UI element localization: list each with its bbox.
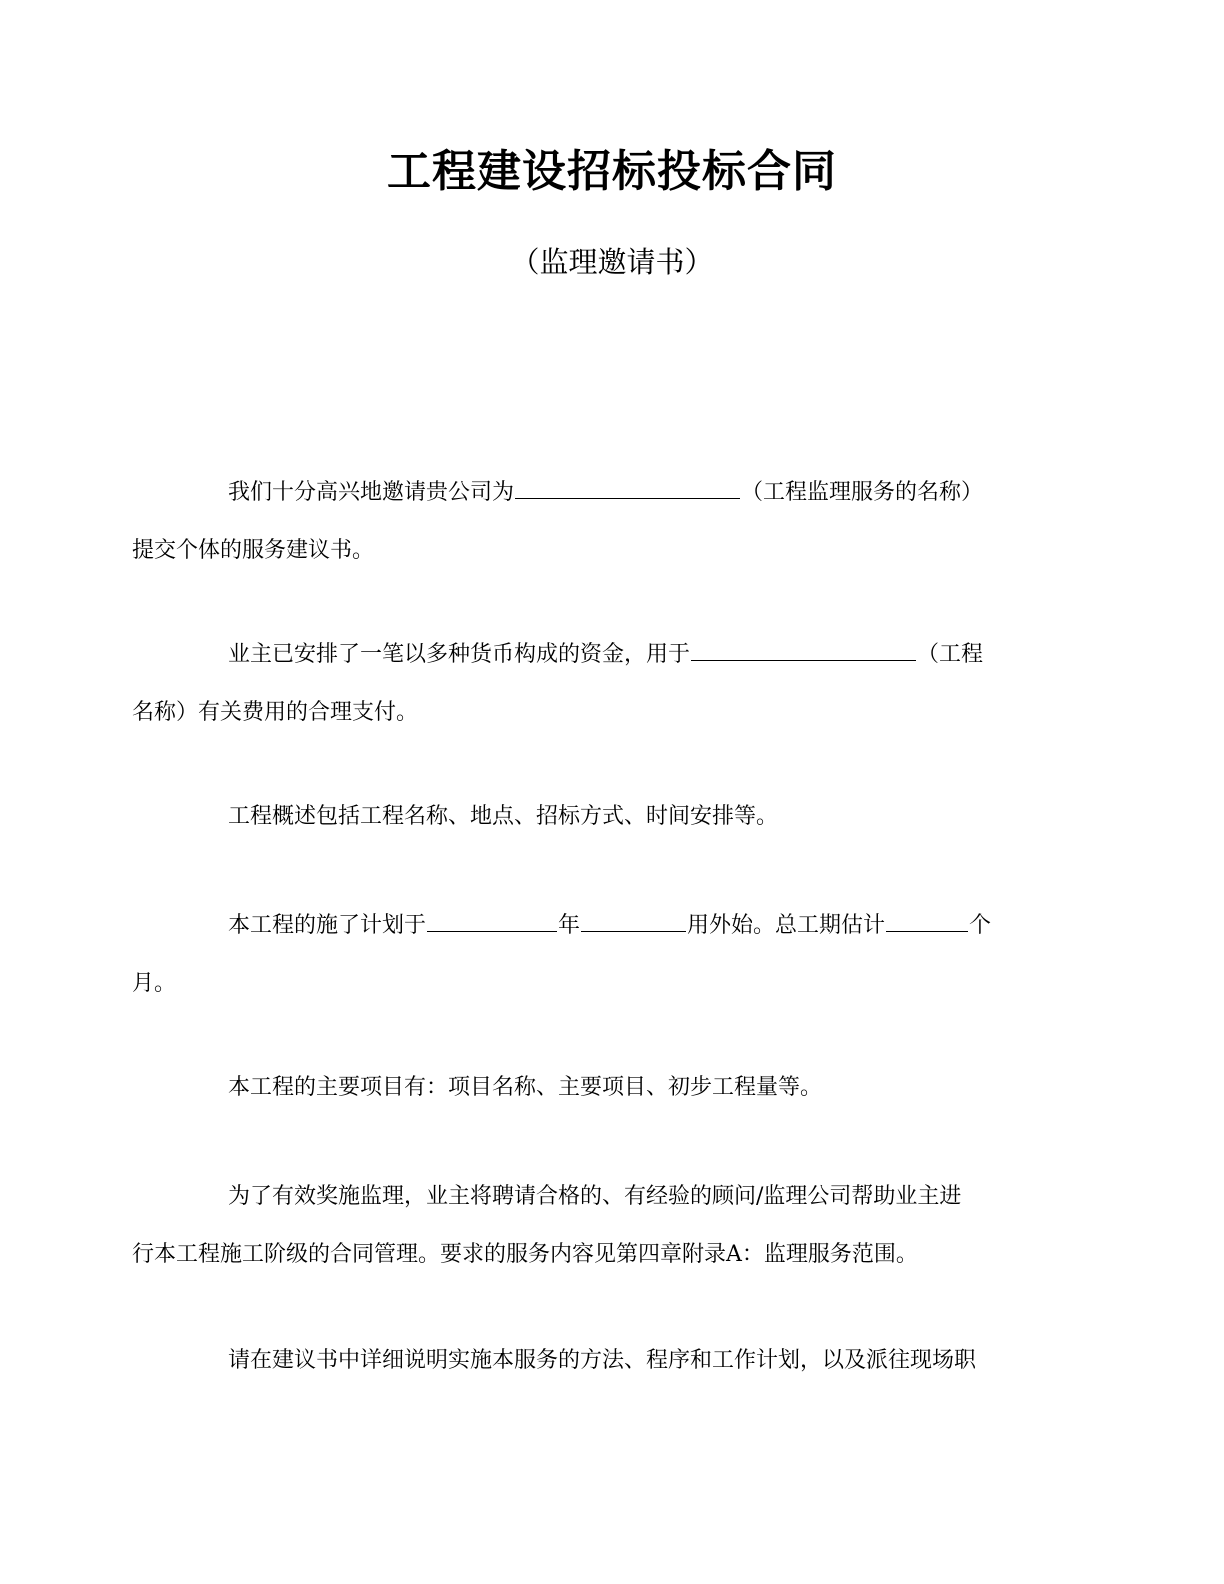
document-title: 工程建设招标投标合同 [387,146,837,197]
paragraph-1-text-c: 提交个体的服务建议书。 [132,538,375,563]
paragraph-3-text-a: 工程概述包括工程名称、地点、招标方式、时间安排等。 [228,804,779,829]
paragraph-1-text-b: （工程监理服务的名称） [741,480,984,505]
paragraph-6-text-a: 为了有效奖施监理，业主将聘请合格的、有经验的顾问/监理公司帮助业主进 [228,1184,962,1209]
paragraph-1 [132,464,1040,580]
paragraph-7 [180,1332,1060,1390]
project-name-blank [691,638,916,661]
service-name-blank [515,476,740,499]
paragraph-7-text-a: 请在建议书中详细说明实施本服务的方法、程序和工作计划，以及派往现场职 [228,1348,977,1373]
paragraph-6-text-b: 行本工程施工阶级的合同管理。要求的服务内容见第四章附录A：监理服务范围。 [132,1242,918,1267]
document-subtitle: （监理邀请书） [510,245,714,279]
paragraph-5 [180,1059,1040,1117]
duration-blank [886,909,968,932]
paragraph-5-text-a: 本工程的主要项目有：项目名称、主要项目、初步工程量等。 [228,1075,823,1100]
paragraph-4-text-b: 年 [558,913,581,938]
paragraph-3 [180,788,1040,846]
paragraph-1-text-a: 我们十分高兴地邀请贵公司为 [228,480,515,505]
paragraph-2 [132,626,1040,742]
paragraph-4-text-d: 个 [969,913,992,938]
paragraph-4-text-a: 本工程的施了计划于 [228,913,427,938]
paragraph-2-text-a: 业主已安排了一笔以多种货币构成的资金，用于 [228,642,691,667]
paragraph-2-text-b: （工程 [917,642,984,667]
paragraph-2-text-c: 名称）有关费用的合理支付。 [132,700,419,725]
paragraph-4 [132,897,1040,1013]
paragraph-4-text-e: 月。 [132,971,177,996]
month-blank [581,909,686,932]
paragraph-4-text-c: 用外始。总工期估计 [687,913,886,938]
paragraph-6 [132,1168,1040,1284]
year-blank [427,909,557,932]
